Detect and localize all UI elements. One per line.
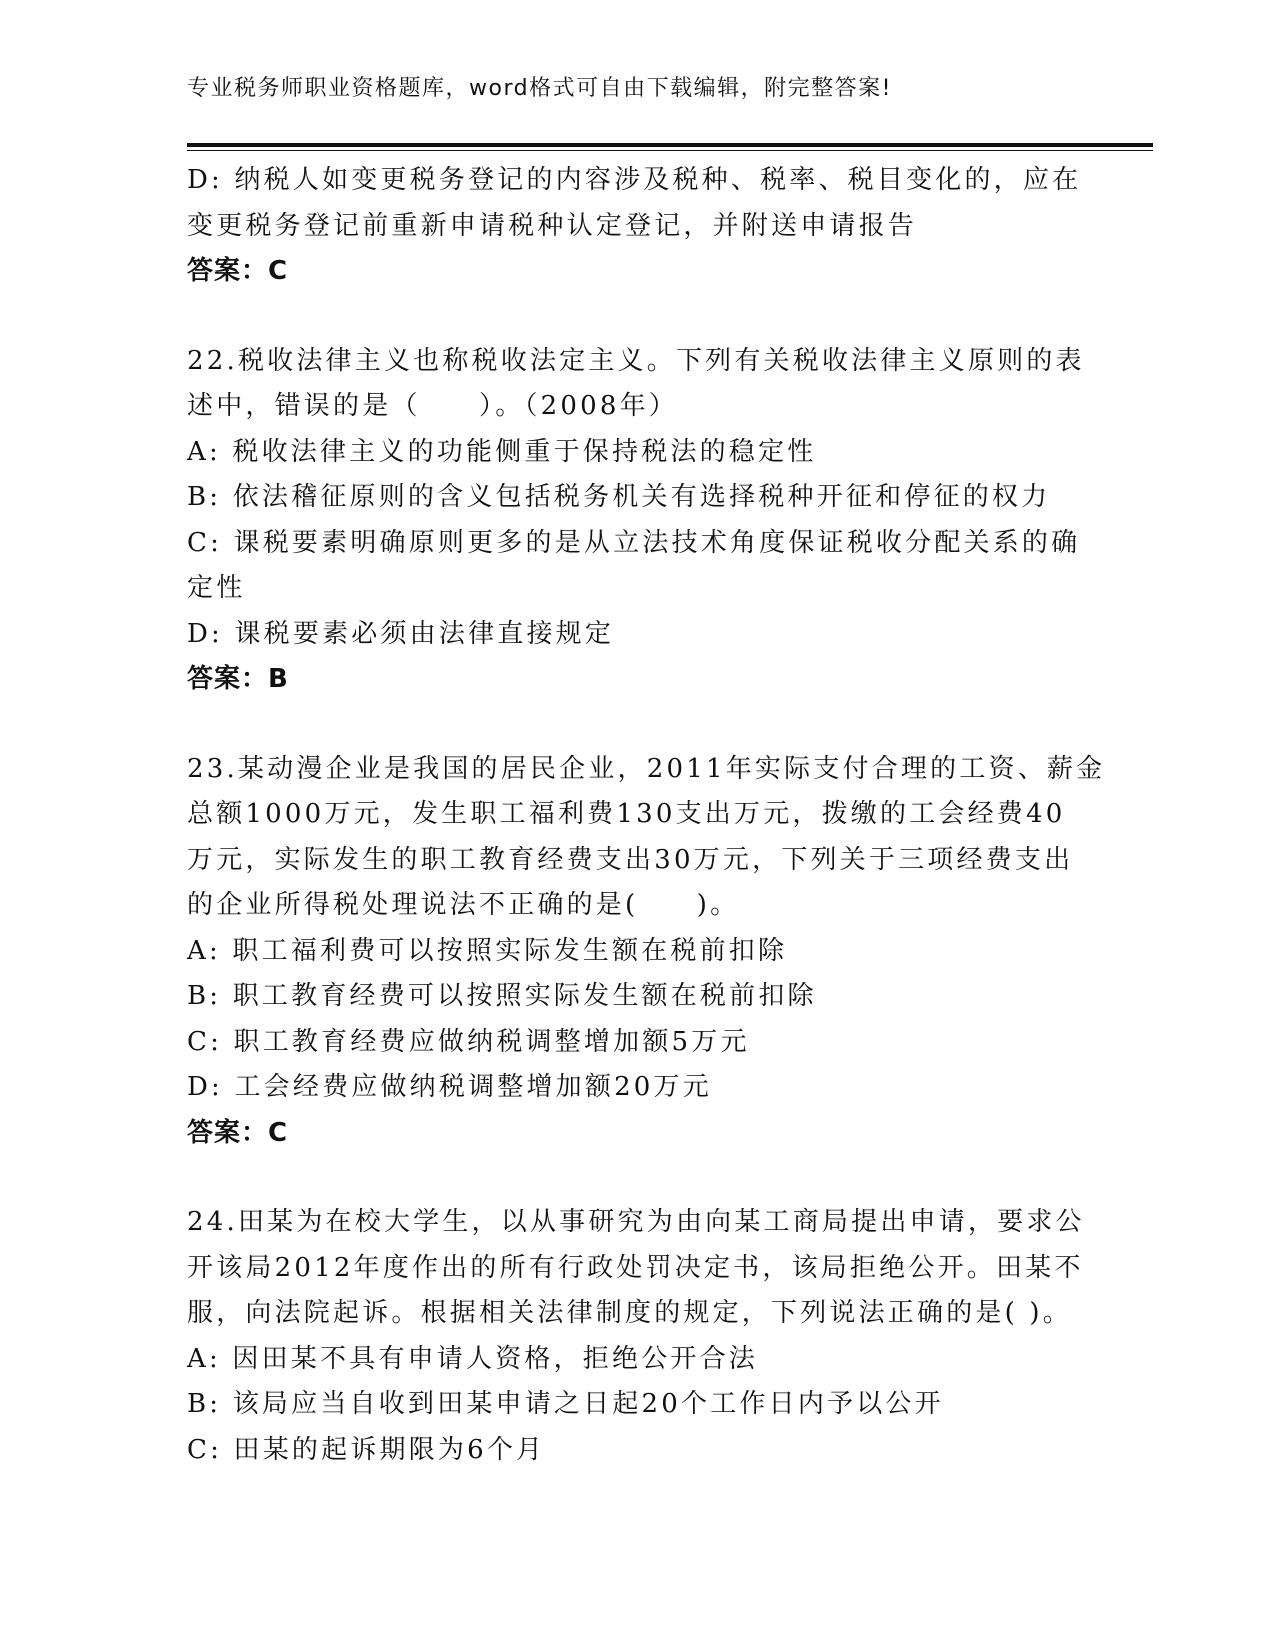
question-stem: 22.税收法律主义也称税收法定主义。下列有关税收法律主义原则的表	[187, 345, 1085, 376]
spacer	[187, 295, 1087, 339]
option-d: D: 课税要素必须由法律直接规定	[187, 618, 615, 649]
question-stem: 23.某动漫企业是我国的居民企业，2011年实际支付合理的工资、薪金	[187, 753, 1106, 784]
question-stem: 24.田某为在校大学生，以从事研究为由向某工商局提出申请，要求公	[187, 1207, 1085, 1237]
page-header: 专业税务师职业资格题库，word格式可自由下载编辑，附完整答案!	[187, 76, 892, 101]
option-c: C: 职工教育经费应做纳税调整增加额5万元	[187, 1026, 750, 1057]
question-stem: 开该局2012年度作出的所有行政处罚决定书，该局拒绝公开。田某不	[187, 1252, 1084, 1283]
question-stem: 的企业所得税处理说法不正确的是( )。	[187, 890, 740, 920]
option-c: C: 课税要素明确原则更多的是从立法技术角度保证税收分配关系的确	[187, 527, 1081, 558]
option-c: 定性	[187, 573, 246, 603]
option-a: A: 职工福利费可以按照实际发生额在税前扣除	[187, 935, 788, 966]
spacer	[187, 703, 1087, 747]
header-rule-thin	[187, 150, 1153, 151]
option-a: A: 因田某不具有申请人资格，拒绝公开合法	[187, 1343, 759, 1374]
header-rule-thick	[187, 143, 1153, 147]
option-d: D: 工会经费应做纳税调整增加额20万元	[187, 1072, 712, 1102]
text-line: D: 纳税人如变更税务登记的内容涉及税种、税率、税目变化的，应在	[187, 165, 1082, 195]
option-c: C: 田某的起诉期限为6个月	[187, 1434, 546, 1465]
question-block	[187, 158, 1087, 295]
answer-line: 答案：B	[187, 664, 289, 694]
option-b: B: 该局应当自收到田某申请之日起20个工作日内予以公开	[187, 1389, 944, 1419]
text-line: 变更税务登记前重新申请税种认定登记，并附送申请报告	[187, 210, 918, 241]
question-block	[187, 1200, 1087, 1473]
document-body	[187, 158, 1106, 1473]
option-b: B: 依法稽征原则的含义包括税务机关有选择税种开征和停征的权力	[187, 482, 1051, 512]
spacer	[187, 1156, 1087, 1200]
answer-line: 答案：C	[187, 256, 289, 286]
question-stem: 总额1000万元，发生职工福利费130支出万元，拨缴的工会经费40	[187, 799, 1066, 829]
answer-line: 答案：C	[187, 1117, 289, 1148]
option-b: B: 职工教育经费可以按照实际发生额在税前扣除	[187, 981, 817, 1011]
question-stem: 万元，实际发生的职工教育经费支出30万元，下列关于三项经费支出	[187, 844, 1074, 875]
question-block	[187, 339, 1087, 703]
question-stem: 服，向法院起诉。根据相关法律制度的规定，下列说法正确的是( )。	[187, 1298, 1072, 1328]
question-block	[187, 747, 1106, 1157]
question-stem: 述中，错误的是（ ）。（2008年）	[187, 391, 678, 421]
option-a: A: 税收法律主义的功能侧重于保持税法的稳定性	[187, 436, 817, 467]
